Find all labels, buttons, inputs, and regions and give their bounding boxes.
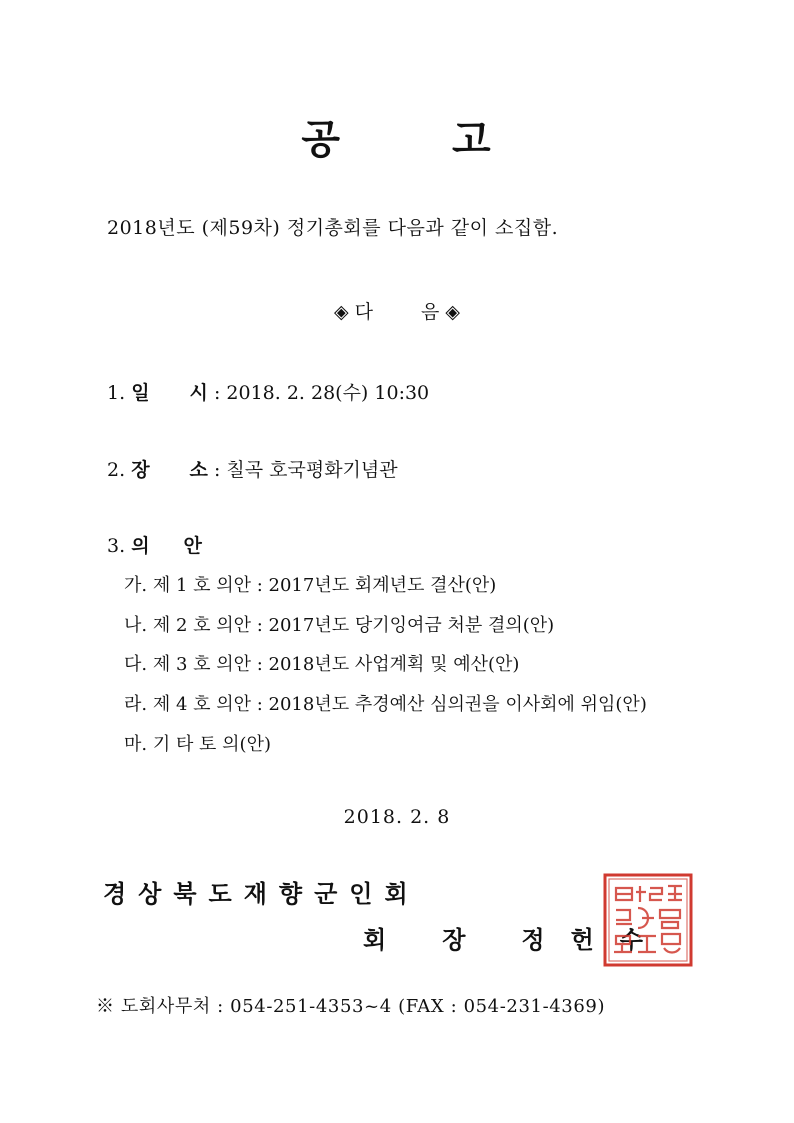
page-title	[0, 108, 794, 165]
item-separator: :	[207, 459, 227, 481]
item-number: 2.	[107, 459, 126, 481]
item-label: 의 안	[131, 535, 202, 557]
contact-info: ※ 도회사무처 : 054-251-4353~4 (FAX : 054-231-4369)	[96, 996, 606, 1017]
agenda-item-4: 라. 제 4 호 의안 : 2018년도 추경예산 심의권을 이사회에 위임(안)	[124, 694, 647, 715]
title-char-1: 공	[301, 116, 342, 163]
item-number: 3.	[107, 535, 126, 557]
official-seal-icon	[602, 872, 694, 968]
president-char: 헌	[570, 925, 594, 954]
president-signature	[363, 920, 643, 955]
item-schedule	[107, 378, 429, 405]
notice-date: 2018. 2. 8	[343, 806, 451, 828]
heading-left: ◈ 다	[333, 301, 373, 323]
item-label: 장 소	[131, 459, 208, 481]
agenda-item-5: 마. 기 타 토 의(안)	[124, 734, 271, 755]
agenda-item-2: 나. 제 2 호 의안 : 2017년도 당기잉여금 처분 결의(안)	[124, 615, 555, 636]
intro-text: 2018년도 (제59차) 정기총회를 다음과 같이 소집함.	[107, 217, 559, 239]
item-agenda	[107, 531, 202, 558]
item-value: 2018. 2. 28(수) 10:30	[226, 382, 430, 404]
item-venue	[107, 455, 398, 482]
heading-right: 음 ◈	[421, 301, 461, 323]
item-value: 칠곡 호국평화기념관	[226, 459, 398, 481]
item-separator: :	[207, 382, 227, 404]
section-heading	[0, 297, 794, 324]
president-char: 수	[619, 925, 643, 954]
agenda-item-3: 다. 제 3 호 의안 : 2018년도 사업계획 및 예산(안)	[124, 654, 520, 675]
president-char: 장	[442, 925, 466, 954]
item-number: 1.	[107, 382, 126, 404]
title-char-2: 고	[452, 116, 493, 163]
organization-name: 경상북도재향군인회	[103, 879, 420, 908]
agenda-item-1: 가. 제 1 호 의안 : 2017년도 회계년도 결산(안)	[124, 575, 497, 596]
item-label: 일 시	[131, 382, 208, 404]
president-char: 정	[521, 925, 545, 954]
president-char: 회	[363, 925, 387, 954]
